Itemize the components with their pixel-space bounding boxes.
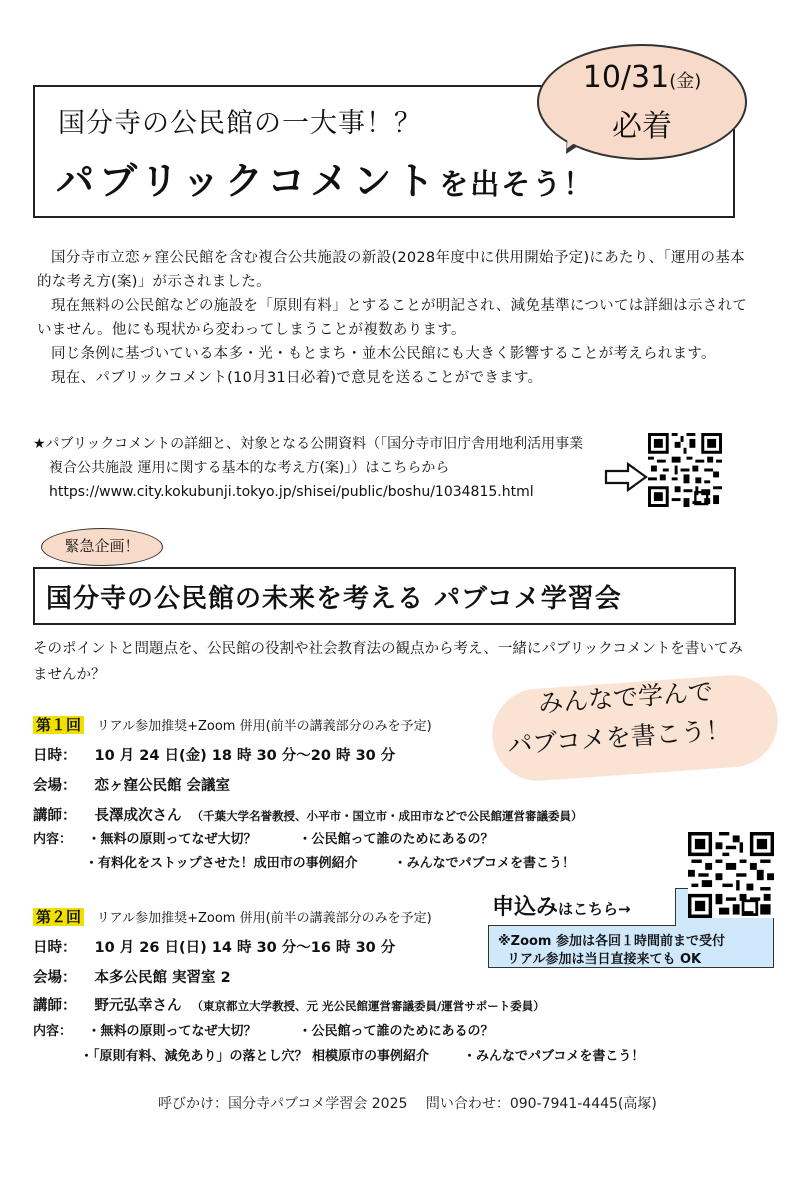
session2-lecturer: 講師： 野元弘幸さん （東京都立大学教授、元 光公民館運営審議委員/運営サポート委員） [33,998,545,1014]
event-description: そのポイントと問題点を、公民館の役割や社会教育法の観点から考え、一緒にパブリックコメントを書いてみませんか？ [33,641,743,683]
info-url-link[interactable]: https://www.city.kokubunji.tokyo.jp/shisei/public/boshu/1034815.html [49,484,534,500]
session1-content: 内容： ・無料の原則ってなぜ大切？ ・公民館って誰のためにあるの？ [33,832,494,847]
session2-header [33,906,432,927]
intro-paragraph: 同じ条例に基づいている本多・光・もとまち・並木公民館にも大きく影響することが考えられます。 [51,346,716,362]
session2-venue: 会場： 本多公民館 実習室 2 [33,970,231,986]
title-main: パブリックコメント [56,159,440,203]
qr-code-icon[interactable] [648,433,722,507]
intro-text [37,246,757,390]
session2-datetime: 日時： 10 月 26 日(日) 14 時 30 分～16 時 30 分 [33,940,396,956]
apply-link[interactable]: 申込みはこちら→ [492,895,631,920]
deadline-date: 10/31(金) [582,60,702,95]
together-text: みんなで学んで [537,676,714,719]
apply-note: リアル参加は当日直接来ても OK [507,952,702,967]
footer-contact: 呼びかけ：国分寺パブコメ学習会 2025 問い合わせ：090-7941-4445(高塚) [158,1096,657,1112]
session1-header [33,714,432,735]
info-line: 複合公共施設 運用に関する基本的な考え方(案)」）はこちらから [49,460,450,476]
intro-paragraph: 国分寺市立恋ヶ窪公民館を含む複合公共施設の新設(2028年度中に供用開始予定)にあたり、「運用の基本的な考え方(案)」が示されました。 [37,250,745,290]
session1-tag: 第１回 [33,716,84,734]
event-title: 国分寺の公民館の未来を考える パブコメ学習会 [46,584,622,614]
together-text: パブコメを書こう！ [506,715,732,760]
deadline-label: 必着 [612,109,672,144]
title-tail: を出そう！ [439,167,595,201]
apply-note: ※Zoom 参加は各回１時間前まで受付 [498,934,725,949]
info-line: ★パブリックコメントの詳細と、対象となる公開資料（「国分寺市旧庁舎用地利活用事業 [33,436,584,452]
session1-lecturer: 講師： 長澤成次さん （千葉大学名誉教授、小平市・国立市・成田市などで公民館運営審議委員） [33,808,583,824]
qr-code-icon[interactable] [688,832,774,918]
arrow-right-icon [604,462,648,492]
info-block [33,432,623,504]
deadline-dow: (金) [669,71,702,92]
session1-venue: 会場： 恋ヶ窪公民館 会議室 [33,778,231,794]
session1-mode: リアル参加推奨+Zoom 併用(前半の講義部分のみを予定) [96,719,432,734]
header-subtitle: 国分寺の公民館の一大事！？ [58,108,422,139]
intro-paragraph: 現在無料の公民館などの施設を「原則有料」とすることが明記され、減免基準については詳細は示されていません。他にも現状から変わってしまうことが複数あります。 [37,298,748,338]
session1-datetime: 日時： 10 月 24 日(金) 18 時 30 分～20 時 30 分 [33,748,396,764]
intro-paragraph: 現在、パブリックコメント(10月31日必着)で意見を送ることができます。 [51,370,543,386]
session2-mode: リアル参加推奨+Zoom 併用(前半の講義部分のみを予定) [96,911,432,926]
session1-content: ・有料化をストップさせた！成田市の事例紹介 ・みんなでパブコメを書こう！ [85,856,575,871]
session2-content: ・「原則有料、減免あり」の落とし穴？ 相模原市の事例紹介 ・みんなでパブコメを書こう！ [80,1049,645,1064]
page-title [56,150,594,205]
session2-content: 内容： ・無料の原則ってなぜ大切？ ・公民館って誰のためにあるの？ [33,1024,494,1039]
session2-tag: 第２回 [33,908,84,926]
urgent-badge: 緊急企画！ [41,528,163,566]
